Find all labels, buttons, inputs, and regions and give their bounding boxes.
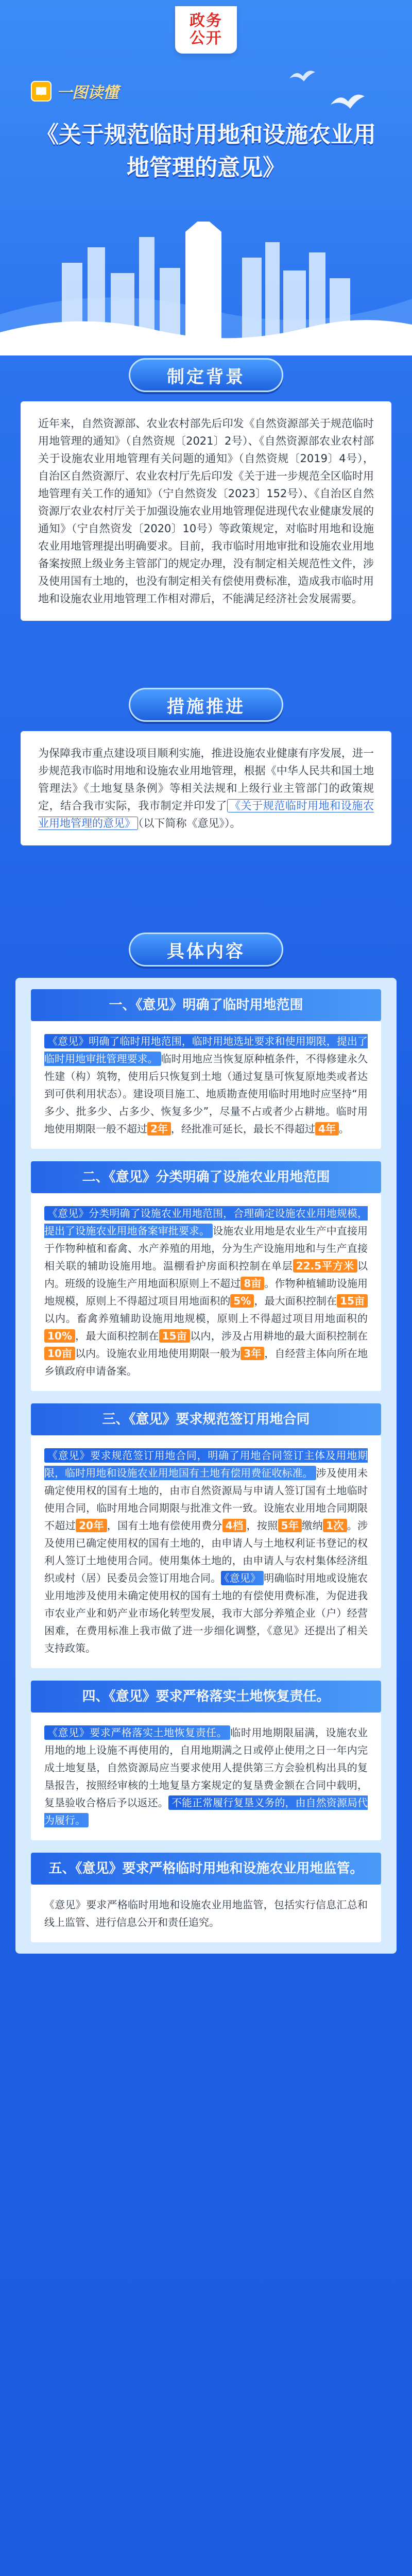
content-2-num-7: 10亩 — [44, 1347, 75, 1360]
content-3-highlight-2: 《意见》 — [221, 1571, 264, 1585]
content-3-num-3: 5年 — [278, 1519, 302, 1532]
content-text-1 — [31, 1021, 381, 1149]
content-2-num-4: 15亩 — [337, 1294, 368, 1308]
content-3-num-2: 4档 — [222, 1519, 247, 1532]
content-heading-3: 三、《意见》要求规范签订用地合同 — [31, 1403, 381, 1435]
section-title-content: 具体内容 — [129, 933, 283, 967]
content-2-num-3: 5% — [230, 1294, 254, 1308]
content-heading-4: 四、《意见》要求严格落实土地恢复责任。 — [31, 1681, 381, 1713]
logo-line-2: 公开 — [190, 29, 222, 47]
measures-text-a: 为保障我市重点建设项目顺利实施，推进设施农业健康有序发展，进一步规范我市临时用地和设施农业用地管理，根据《中华人民共和国土地管理法》《土地复垦条例》等相关法规和上级行业主管部门的政策规定，结合我市实际，我市制定并印发了 — [38, 747, 374, 812]
content-4-text: 临时用地期限届满，设施农业用地的地上设施不再使用的，自用地期满之日或停止使用之日一年内完成土地复垦，自然资源局应当要求使用人提供第三方会验机构出具的复垦报告，按照经审核的土地复垦方案规定的复垦费金额在合同中载明，复垦验收合格后予以返还。 — [44, 1726, 368, 1809]
content-2-text: 设施农业用地是农业生产中直接用于作物种植和畜禽、水产养殖的用地，分为生产设施用地和与生产直接相关联的辅助设施用地。温棚看护房面积控制在单层 — [44, 1225, 368, 1272]
measures-text-b: （以下简称《意见》）。 — [138, 817, 241, 829]
content-heading-2: 二、《意见》分类明确了设施农业用地范围 — [31, 1161, 381, 1193]
city-skyline-illustration — [0, 222, 412, 355]
page-title: 《关于规范临时用地和设施农业用地管理的意见》 — [36, 122, 376, 181]
section-title-measures: 措施推进 — [129, 688, 283, 722]
content-heading-5: 五、《意见》要求严格临时用地和设施农业用地监管。 — [31, 1853, 381, 1885]
content-panel — [15, 978, 397, 1954]
book-icon — [31, 81, 52, 101]
content-text-5: 《意见》要求严格临时用地和设施农业用地监管，包括实行信息汇总和线上监管、进行信息公开和责任追究。 — [31, 1885, 381, 1942]
content-1-text-2: ，经批准可延长，最长不得超过 — [170, 1123, 315, 1135]
section-background — [0, 358, 412, 621]
content-1-highlight: 《意见》明确了临时用地范围，临时用地选址要求和使用期限，提出了临时用地审批管理要求。 — [44, 1035, 368, 1065]
content-2-text-6: ，最大面积控制在 — [75, 1330, 159, 1342]
measures-text — [21, 731, 391, 845]
content-3-text-6: 明确临时用地或设施农业用地涉及使用未确定使用权的国有土地的有偿使用费标准，为促进我市农业产业和奶产业市场化转型发展，我市大部分养殖企业（户）经营困难，在费用标准上我市做了进一步细化调整，《意见》还提出了相关支持政策。 — [44, 1572, 368, 1654]
content-3-highlight: 《意见》要求规范签订用地合同，明确了用地合同签订主体及用地期限，临时用地和设施农业用地国有土地有偿用费征收标准。 — [44, 1449, 368, 1479]
content-text-3 — [31, 1435, 381, 1668]
content-2-text-2: 以内。班级的设施生产用地面积原则上不超过 — [44, 1260, 368, 1290]
content-text-2 — [31, 1193, 381, 1391]
content-2-text-3: 。作物种植辅助设施用地规模，原则上不得超过项目用地面积的 — [44, 1277, 368, 1307]
content-3-text-3: ，按照 — [246, 1519, 278, 1532]
section-measures — [0, 688, 412, 845]
content-3-num-1: 20年 — [76, 1519, 107, 1532]
bird-icon — [330, 90, 366, 118]
content-2-text-7: 以内，涉及占用耕地的最大面积控制在 — [190, 1330, 368, 1342]
content-1-text-3: 。 — [338, 1123, 349, 1135]
background-text: 近年来，自然资源部、农业农村部先后印发《自然资源部关于规范临时用地管理的通知》（自然资规〔2021〕2号）、《自然资源部农业农村部关于设施农业用地管理有关问题的通知》（自然资规〔2019〕4号），自治区自然资源厅、农业农村厅先后印发《关于进一步规范全区临时用地管理有关工作的通知》（宁自然资发〔2023〕152号）、《自治区自然资源厅农业农村厅关于加强设施农业用地管理促进现代农业健康发展的通知》（宁自然资发〔2020〕10号）等政策规定，对临时用地和设施农业用地管理提出明确要求。目前，我市临时用地审批和设施农业用地备案按照上级业务主管部门的规定办理，没有制定相关规范性文件，涉及使用国有土地的，也没有制定相关有偿使用费标准，造成我市临时用地和设施农业用地管理工作相对滞后，不能满足经济社会发展需要。 — [21, 401, 391, 621]
content-heading-1: 一、《意见》明确了临时用地范围 — [31, 989, 381, 1021]
content-3-text-2: ，国有土地有偿使用费分 — [107, 1519, 222, 1532]
content-1-text: 临时用地应当恢复原种植条件，不得修建永久性建（构）筑物，使用后只恢复到土地（通过复垦可恢复原地类或者达到可供利用状态）。建设项目施工、地质勘查使用临时用地时应坚持“用多少、批多少、占多少、恢复多少”，尽量不占或者少占耕地。临时用地使用期限一般不超过 — [44, 1053, 368, 1135]
content-3-text: 涉及使用未确定使用权的国有土地的，由市自然资源局与申请人签订国有土地临时使用合同，临时用地合同期限与批准文件一致。设施农业用地合同期限不超过 — [44, 1467, 368, 1532]
content-text-4 — [31, 1713, 381, 1840]
content-2-highlight: 《意见》分类明确了设施农业用地范围，合理确定设施农业用地规模，提出了设施农业用地备案审批要求。 — [44, 1207, 368, 1237]
content-3-text-5: 。涉及使用已确定使用权的国有土地的，由申请人与土地权利证书登记的权利人签订土地使用合同。使用集体土地的，由申请人与农村集体经济组织或村（居）民委员会签订用地合同。 — [44, 1519, 368, 1584]
tag-one-picture — [31, 80, 118, 103]
content-2-text-4: ，最大面积控制在 — [254, 1295, 337, 1307]
content-3-num-4: 1次 — [323, 1519, 347, 1532]
content-1-num-1: 2年 — [147, 1122, 171, 1136]
content-2-num-1: 22.5平方米 — [293, 1259, 357, 1273]
content-4-highlight: 《意见》要求严格落实土地恢复责任。 — [44, 1725, 230, 1740]
header — [0, 0, 412, 355]
content-2-text-9: ，自经营主体向所在地乡镇政府申请备案。 — [44, 1347, 368, 1377]
content-2-num-6: 15亩 — [159, 1329, 190, 1343]
content-2-text-8: 以内。设施农业用地使用期限一般为 — [75, 1347, 241, 1360]
tag-label: 一图读懂 — [57, 84, 118, 102]
bird-icon — [288, 67, 316, 91]
content-4-highlight-2: 不能正常履行复垦义务的，由自然资源局代为履行。 — [44, 1797, 368, 1826]
content-2-num-5: 10% — [44, 1329, 75, 1343]
section-title-background: 制定背景 — [129, 358, 283, 392]
measures-highlight: 《关于规范临时用地和设施农业用地管理的意见》 — [38, 800, 374, 829]
logo-line-1: 政务 — [190, 12, 222, 30]
content-1-num-2: 4年 — [315, 1122, 339, 1136]
gov-open-logo — [175, 6, 237, 54]
content-2-num-8: 3年 — [241, 1347, 264, 1360]
content-3-text-4: 缴纳 — [302, 1519, 323, 1532]
content-2-num-2: 8亩 — [241, 1277, 264, 1290]
section-content — [0, 933, 412, 1954]
content-2-text-5: 以内。畜禽养殖辅助设施用地规模，原则上不得超过项目用地面积的 — [44, 1312, 368, 1325]
